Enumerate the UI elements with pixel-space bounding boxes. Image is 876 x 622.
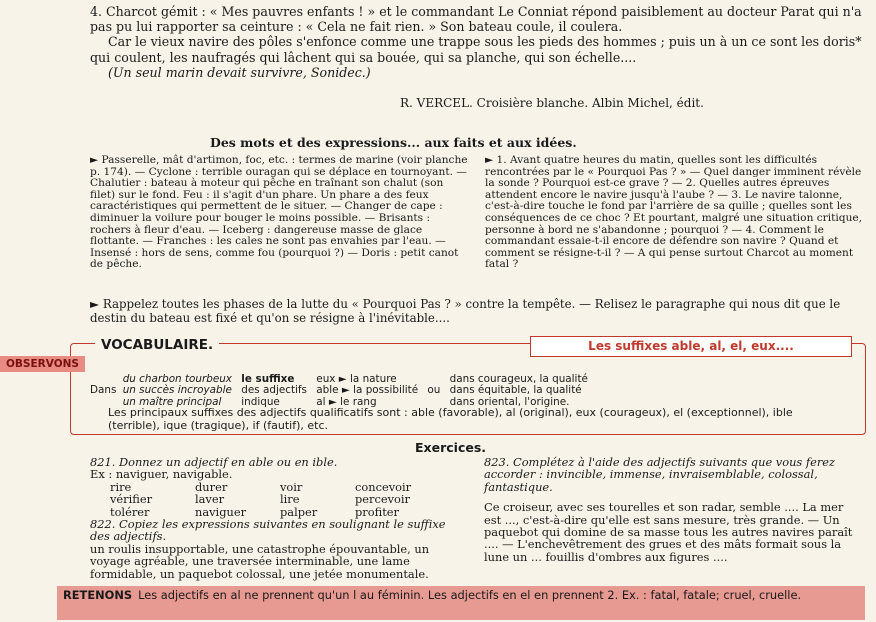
word: tolérer <box>110 504 150 519</box>
word: rire <box>110 479 132 494</box>
word: profiter <box>355 504 399 519</box>
suffix-title: Les suffixes able, al, el, eux.... <box>530 336 852 357</box>
result-1: dans courageux, la qualité <box>449 373 588 385</box>
comprehension-questions: ► 1. Avant quatre heures du matin, quelles sont les difficultés rencontrées par le « Pourquoi Pas ? » — Quel danger imminent révèle la sonde ? Pourquoi est-ce grave ? — 2. Quelles autres épreuves attendent encore le navire jusqu'à l'aube ? — 3. Le navire talonne, c'est-à-dire touche le fond par l'arrière de sa quille ; quelles sont les conséquences de ce choc ? Et pourtant, malgré une situation critique, personne à bord ne s'abandonne ; pourquoi ? — 4. Comment le commandant essaie-t-il encore de défendre son navire ? Quand et comment se résigne-t-il ? — A qui pense surtout Charcot au moment fatal ? <box>485 154 863 271</box>
suffix-examples <box>90 374 588 408</box>
ou-word: ou <box>427 384 441 397</box>
exercise-822: 822. Copiez les expressions suivantes en soulignant le suffixe des adjectifs. <box>90 517 446 544</box>
passage-paragraph-1: 4. Charcot gémit : « Mes pauvres enfants ! » et le commandant Le Conniat répond paisiblement au docteur Parat qui n'a pas pu lui rapporter sa ceinture : « Cela ne fait rien. » Son bateau coule, il coulera. <box>90 4 862 35</box>
word: palper <box>280 504 318 519</box>
suffix-3: al ► le rang <box>316 395 377 408</box>
passage-note: (Un seul marin devait survivre, Sonidec.) <box>108 64 371 80</box>
example-3: un maître principal <box>122 395 222 408</box>
result-2: dans équitable, la qualité <box>449 384 582 397</box>
exercises-left <box>90 456 460 580</box>
exercise-821-example: Ex : naviguer, navigable. <box>90 467 233 482</box>
word: laver <box>195 492 225 507</box>
word: durer <box>195 479 228 494</box>
retenons-text: Les adjectifs en al ne prennent qu'un l au féminin. Les adjectifs en el en prennent 2. Ex. : fatal, fatale; cruel, cruelle. <box>138 588 802 602</box>
observons-badge: OBSERVONS <box>0 356 85 372</box>
word: percevoir <box>355 492 410 507</box>
word-grid <box>90 481 460 518</box>
passage <box>90 4 865 80</box>
passage-paragraph-2: Car le vieux navire des pôles s'enfonce comme une trappe sous les pieds des hommes ; puis un à un ce sont les doris* qui coulent, les naufragés qui lâchent qui sa bouée, qui sa planche, qui son échelle.... <box>90 34 862 65</box>
exercise-823-text: Ce croiseur, avec ses tourelles et son radar, semble .... La mer est ..., c'est-à-dire qu'elle est sans mesure, très grande. — Un paquebot qui domine de sa masse tous les autres navires paraît .... — L'enchevêtrement des grues et des mâts formait sous la lune un ... fouillis d'ombres aux figures .... <box>484 500 853 564</box>
section-title: Des mots et des expressions... aux faits et aux idées. <box>210 135 577 150</box>
vocabulary-notes: ► Passerelle, mât d'artimon, foc, etc. : termes de marine (voir planche p. 174). — Cyclone : terrible ouragan qui se déplace en tournoyant. — Chalutier : bateau à moteur qui pêche en traînant son chalut (son filet) sur le fond. Feu : il s'agit d'un phare. Un phare a des feux caractéristiques qui permettent de le situer. — Changer de cape : diminuer la voilure pour bouger le moins possible. — Brisants : rochers à fleur d'eau. — Iceberg : dangereuse masse de glace flottante. — Franches : les cales ne sont pas envahies par l'eau. — Insensé : hors de sens, comme fou (pourquoi ?) — Doris : petit canot de pêche. <box>90 154 468 271</box>
rappel-instruction: ► Rappelez toutes les phases de la lutte du « Pourquoi Pas ? » contre la tempête. — Relisez le paragraphe qui nous dit que le destin du bateau est fixé et qu'on se résigne à l'inévitable.... <box>90 297 841 325</box>
exercises-title: Exercices. <box>415 440 487 455</box>
word: naviguer <box>195 504 247 519</box>
word: lire <box>280 492 300 507</box>
principal-suffixes: Les principaux suffixes des adjectifs qualificatifs sont : able (favorable), al (original), eux (courageux), el (exceptionnel), ible (terrible), ique (tragique), if (fautif), etc. <box>108 406 793 432</box>
example-2: un succès incroyable <box>122 384 232 397</box>
word: voir <box>280 479 303 494</box>
example-1: du charbon tourbeux <box>122 373 232 385</box>
dans-word: Dans <box>90 384 117 397</box>
citation: R. VERCEL. Croisière blanche. Albin Michel, édit. <box>400 96 704 110</box>
vocabulary-label: VOCABULAIRE. <box>95 337 219 353</box>
mid-3: indique <box>241 395 280 408</box>
mid-1: le suffixe <box>241 373 295 385</box>
exercise-823: 823. Complétez à l'aide des adjectifs suivants que vous ferez accorder : invincible, immense, invraisemblable, colossal, fantastique. <box>484 455 836 494</box>
mid-2: des adjectifs <box>241 384 307 397</box>
exercise-822-text: un roulis insupportable, une catastrophe épouvantable, un voyage agréable, une traversée interminable, une lame formidable, un paquebot colossal, une jetée monumentale. <box>90 541 430 581</box>
suffix-2: able ► la possibilité <box>316 384 419 397</box>
exercise-821: 821. Donnez un adjectif en able ou en ible. <box>90 455 338 469</box>
exercises-right <box>484 456 864 563</box>
result-3: dans oriental, l'origine. <box>449 395 570 408</box>
retenons-label: RETENONS <box>63 588 133 602</box>
suffix-1: eux ► la nature <box>316 373 397 385</box>
retenons-box <box>57 586 865 620</box>
word: vérifier <box>110 492 153 507</box>
word: concevoir <box>355 479 412 494</box>
